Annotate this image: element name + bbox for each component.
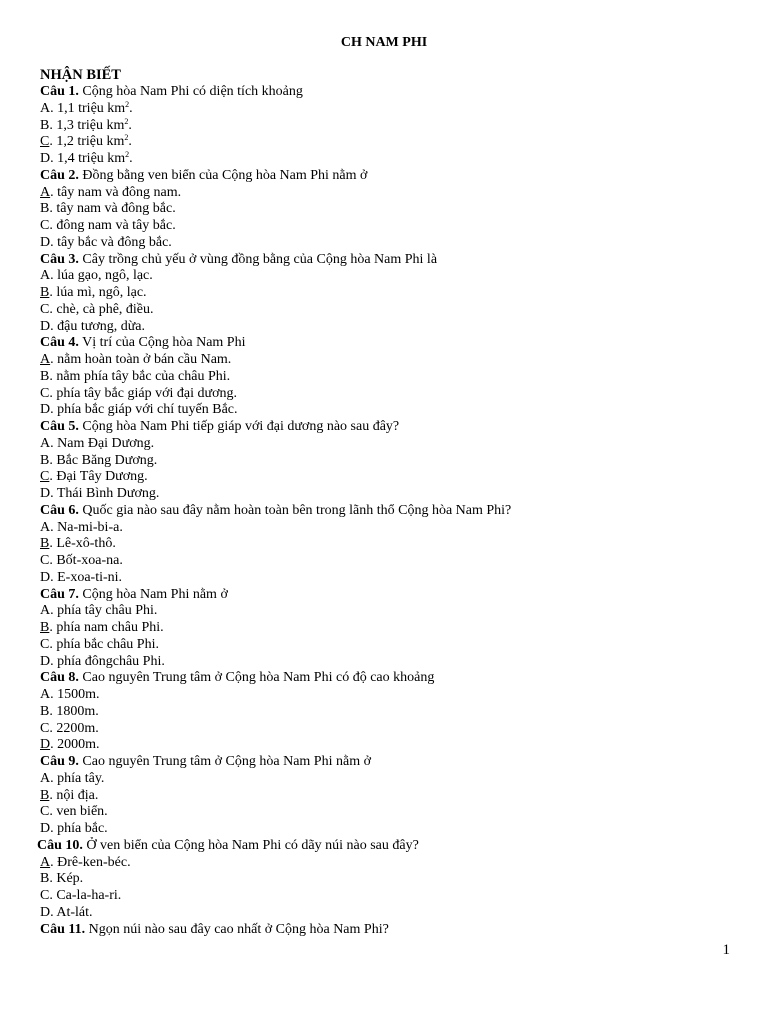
answer-text: . Bắc Băng Dương. bbox=[49, 452, 158, 468]
answer-letter: C bbox=[40, 385, 50, 401]
answer-option bbox=[40, 469, 740, 486]
answer-letter: D bbox=[40, 569, 51, 585]
answer-letter: A bbox=[40, 687, 51, 702]
question-text: Đồng bằng ven biển của Cộng hòa Nam Phi nằm ở bbox=[82, 167, 368, 183]
answer-option bbox=[40, 637, 740, 654]
question-stem bbox=[40, 754, 740, 771]
question-stem bbox=[40, 503, 740, 520]
question-stem bbox=[40, 168, 740, 185]
answer-letter: A bbox=[40, 603, 51, 619]
answer-letter-correct: B bbox=[40, 536, 50, 552]
answer-letter: A bbox=[40, 100, 51, 116]
answer-option bbox=[40, 218, 740, 235]
superscript: 2 bbox=[124, 133, 129, 143]
answer-text: . phía bắc. bbox=[50, 821, 108, 836]
answer-option bbox=[40, 134, 740, 151]
question-text: Vị trí của Cộng hòa Nam Phi bbox=[82, 335, 246, 351]
answer-text: . đông nam và tây bắc. bbox=[49, 218, 176, 233]
question-text: Cộng hòa Nam Phi nằm ở bbox=[82, 586, 228, 602]
answer-option bbox=[40, 302, 740, 319]
answer-text: . Ca-la-ha-ri. bbox=[49, 888, 122, 903]
question-text: Cao nguyên Trung tâm ở Cộng hòa Nam Phi nằm ở bbox=[82, 754, 371, 769]
answer-option bbox=[40, 687, 740, 704]
answer-letter-correct: B bbox=[40, 620, 50, 635]
question-number: Câu 3. bbox=[40, 251, 79, 267]
answer-letter: D bbox=[40, 402, 51, 418]
answer-option bbox=[40, 520, 740, 537]
answer-text: . nằm phía tây bắc của châu Phi. bbox=[49, 368, 231, 384]
superscript: 2 bbox=[125, 150, 130, 159]
answer-letter: C bbox=[40, 301, 50, 317]
answer-letter: B bbox=[40, 368, 50, 384]
answer-option bbox=[40, 704, 740, 721]
answer-text: . Thái Bình Dương. bbox=[50, 486, 160, 501]
answer-option bbox=[40, 654, 740, 671]
answer-option bbox=[40, 235, 740, 252]
question-number: Câu 7. bbox=[40, 586, 79, 602]
answer-text: . tây nam và đông nam. bbox=[50, 184, 182, 200]
answer-option bbox=[40, 369, 740, 386]
answer-text-end: . bbox=[128, 134, 132, 150]
question-text: Ngọn núi nào sau đây cao nhất ở Cộng hòa Nam Phi? bbox=[88, 921, 389, 937]
answer-text: . Kép. bbox=[49, 871, 84, 887]
answer-text: . phía nam châu Phi. bbox=[49, 620, 164, 635]
question-number: Câu 6. bbox=[40, 502, 79, 518]
answer-letter-correct: A bbox=[40, 854, 51, 870]
answer-option bbox=[40, 855, 740, 872]
answer-letter-correct: D bbox=[40, 737, 51, 753]
question-number: Câu 11. bbox=[40, 921, 86, 937]
answer-text: . Na-mi-bi-a. bbox=[50, 519, 123, 535]
answer-text: . ven biển. bbox=[49, 804, 108, 820]
answer-text: . tây bắc và đông bắc. bbox=[50, 234, 172, 250]
answer-letter: D bbox=[40, 653, 51, 669]
question-stem bbox=[40, 252, 740, 269]
answer-option bbox=[40, 905, 740, 922]
question-number: Câu 1. bbox=[40, 84, 79, 99]
question-stem bbox=[40, 335, 740, 352]
answer-text: . 1,4 triệu km bbox=[50, 151, 126, 166]
question-text: Cộng hòa Nam Phi có diện tích khoảng bbox=[82, 84, 303, 99]
answer-letter-correct: A bbox=[40, 184, 51, 200]
answer-letter: C bbox=[40, 720, 50, 736]
question-text: Cộng hòa Nam Phi tiếp giáp với đại dương nào sau đây? bbox=[82, 419, 400, 434]
answer-option bbox=[40, 101, 740, 118]
superscript: 2 bbox=[125, 99, 130, 109]
answer-text: . 1,3 triệu km bbox=[49, 117, 125, 133]
answer-option bbox=[40, 268, 740, 285]
answer-text: . At-lát. bbox=[50, 904, 93, 920]
question-number: Câu 8. bbox=[40, 670, 79, 686]
answer-letter: C bbox=[40, 888, 50, 903]
answer-letter-correct: C bbox=[40, 134, 50, 150]
answer-letter-correct: B bbox=[40, 787, 50, 803]
answer-letter: D bbox=[40, 318, 51, 334]
answer-text: . 2000m. bbox=[50, 737, 100, 753]
answer-text: . nằm hoàn toàn ở bán cầu Nam. bbox=[50, 352, 232, 367]
answer-letter: D bbox=[40, 486, 51, 501]
answer-option bbox=[40, 185, 740, 202]
answer-option bbox=[40, 620, 740, 637]
answer-option bbox=[40, 486, 740, 503]
answer-letter-correct: A bbox=[40, 352, 51, 367]
question-text: Quốc gia nào sau đây nằm hoàn toàn bên trong lãnh thổ Cộng hòa Nam Phi? bbox=[82, 502, 512, 518]
answer-letter: B bbox=[40, 201, 50, 217]
answer-option bbox=[40, 201, 740, 218]
section-heading: NHẬN BIẾT bbox=[40, 67, 121, 83]
answer-letter: A bbox=[40, 435, 51, 451]
answer-letter: D bbox=[40, 821, 51, 836]
answer-text-end: . bbox=[128, 117, 132, 133]
answer-option bbox=[40, 737, 740, 754]
answer-option bbox=[40, 871, 740, 888]
answer-text: . phía bắc giáp với chí tuyến Bắc. bbox=[50, 402, 238, 418]
answer-letter: A bbox=[40, 268, 51, 284]
question-number: Câu 9. bbox=[40, 754, 79, 769]
answer-text: . phía tây. bbox=[50, 770, 105, 786]
answer-letter: D bbox=[40, 234, 51, 250]
answer-option bbox=[40, 788, 740, 805]
answer-text: . 1800m. bbox=[49, 703, 99, 719]
answer-option bbox=[40, 386, 740, 403]
answer-text: . lúa gạo, ngô, lạc. bbox=[50, 268, 153, 284]
question-stem bbox=[40, 670, 740, 687]
answer-text: . lúa mì, ngô, lạc. bbox=[49, 285, 147, 300]
answer-option bbox=[40, 319, 740, 336]
answer-text: . chè, cà phê, điều. bbox=[49, 301, 154, 317]
answer-option bbox=[40, 721, 740, 738]
answer-text: . 1500m. bbox=[50, 687, 100, 702]
answer-option bbox=[40, 553, 740, 570]
question-stem bbox=[40, 922, 740, 939]
answer-letter-correct: C bbox=[40, 469, 50, 485]
answer-text: . Đại Tây Dương. bbox=[49, 469, 148, 485]
question-text: Ở ven biển của Cộng hòa Nam Phi có dãy núi nào sau đây? bbox=[86, 837, 419, 853]
answer-option bbox=[40, 570, 740, 587]
question-number: Câu 2. bbox=[40, 167, 79, 183]
answer-text: . 1,1 triệu km bbox=[50, 100, 126, 116]
answer-text: . 2200m. bbox=[49, 720, 99, 736]
answer-text: . Nam Đại Dương. bbox=[50, 435, 155, 451]
answer-letter: C bbox=[40, 804, 50, 820]
answer-letter: A bbox=[40, 770, 51, 786]
answer-letter: C bbox=[40, 636, 50, 652]
answer-option bbox=[40, 453, 740, 470]
answer-option bbox=[40, 603, 740, 620]
answer-text: . phía tây châu Phi. bbox=[50, 603, 158, 619]
answer-text: . E-xoa-ti-ni. bbox=[50, 569, 123, 585]
answer-option bbox=[40, 285, 740, 302]
answer-letter: A bbox=[40, 519, 51, 535]
page-number: 1 bbox=[722, 942, 730, 958]
answer-option bbox=[40, 536, 740, 553]
question-number: Câu 4. bbox=[40, 335, 79, 351]
answer-letter-correct: B bbox=[40, 285, 50, 300]
superscript: 2 bbox=[124, 116, 129, 126]
answer-text-end: . bbox=[129, 151, 133, 166]
answer-letter: B bbox=[40, 703, 50, 719]
answer-option bbox=[40, 118, 740, 135]
question-list bbox=[37, 66, 740, 938]
document-title: CH NAM PHI bbox=[340, 35, 428, 50]
answer-text: . Đrê-ken-béc. bbox=[50, 854, 131, 870]
answer-option bbox=[40, 151, 740, 168]
question-stem bbox=[37, 838, 740, 855]
answer-option bbox=[40, 771, 740, 788]
question-number: Câu 10. bbox=[37, 837, 83, 853]
answer-letter: C bbox=[40, 553, 50, 568]
answer-letter: D bbox=[40, 904, 51, 920]
answer-option bbox=[40, 821, 740, 838]
question-text: Cây trồng chủ yếu ở vùng đồng bằng của Cộng hòa Nam Phi là bbox=[82, 251, 438, 267]
answer-text: . Lê-xô-thô. bbox=[49, 536, 116, 552]
answer-text: . nội địa. bbox=[49, 787, 99, 803]
answer-option bbox=[40, 436, 740, 453]
answer-option bbox=[40, 402, 740, 419]
answer-text: . 1,2 triệu km bbox=[49, 134, 125, 150]
answer-option bbox=[40, 888, 740, 905]
answer-letter: D bbox=[40, 151, 51, 166]
answer-text: . tây nam và đông bắc. bbox=[49, 201, 176, 217]
answer-letter: C bbox=[40, 218, 50, 233]
answer-text: . phía tây bắc giáp với đại dương. bbox=[49, 385, 237, 401]
answer-letter: B bbox=[40, 117, 50, 133]
answer-text: . phía bắc châu Phi. bbox=[49, 636, 159, 652]
answer-text-end: . bbox=[129, 100, 133, 116]
question-stem bbox=[40, 419, 740, 436]
question-stem bbox=[40, 587, 740, 604]
answer-letter: B bbox=[40, 452, 50, 468]
question-stem bbox=[40, 84, 740, 101]
question-text: Cao nguyên Trung tâm ở Cộng hòa Nam Phi có độ cao khoảng bbox=[82, 670, 435, 686]
answer-text: . Bốt-xoa-na. bbox=[49, 553, 123, 568]
answer-text: . phía đôngchâu Phi. bbox=[50, 653, 165, 669]
question-number: Câu 5. bbox=[40, 419, 79, 434]
answer-text: . đậu tương, dừa. bbox=[50, 318, 146, 334]
answer-letter: B bbox=[40, 871, 50, 887]
answer-option bbox=[40, 352, 740, 369]
answer-option bbox=[40, 804, 740, 821]
